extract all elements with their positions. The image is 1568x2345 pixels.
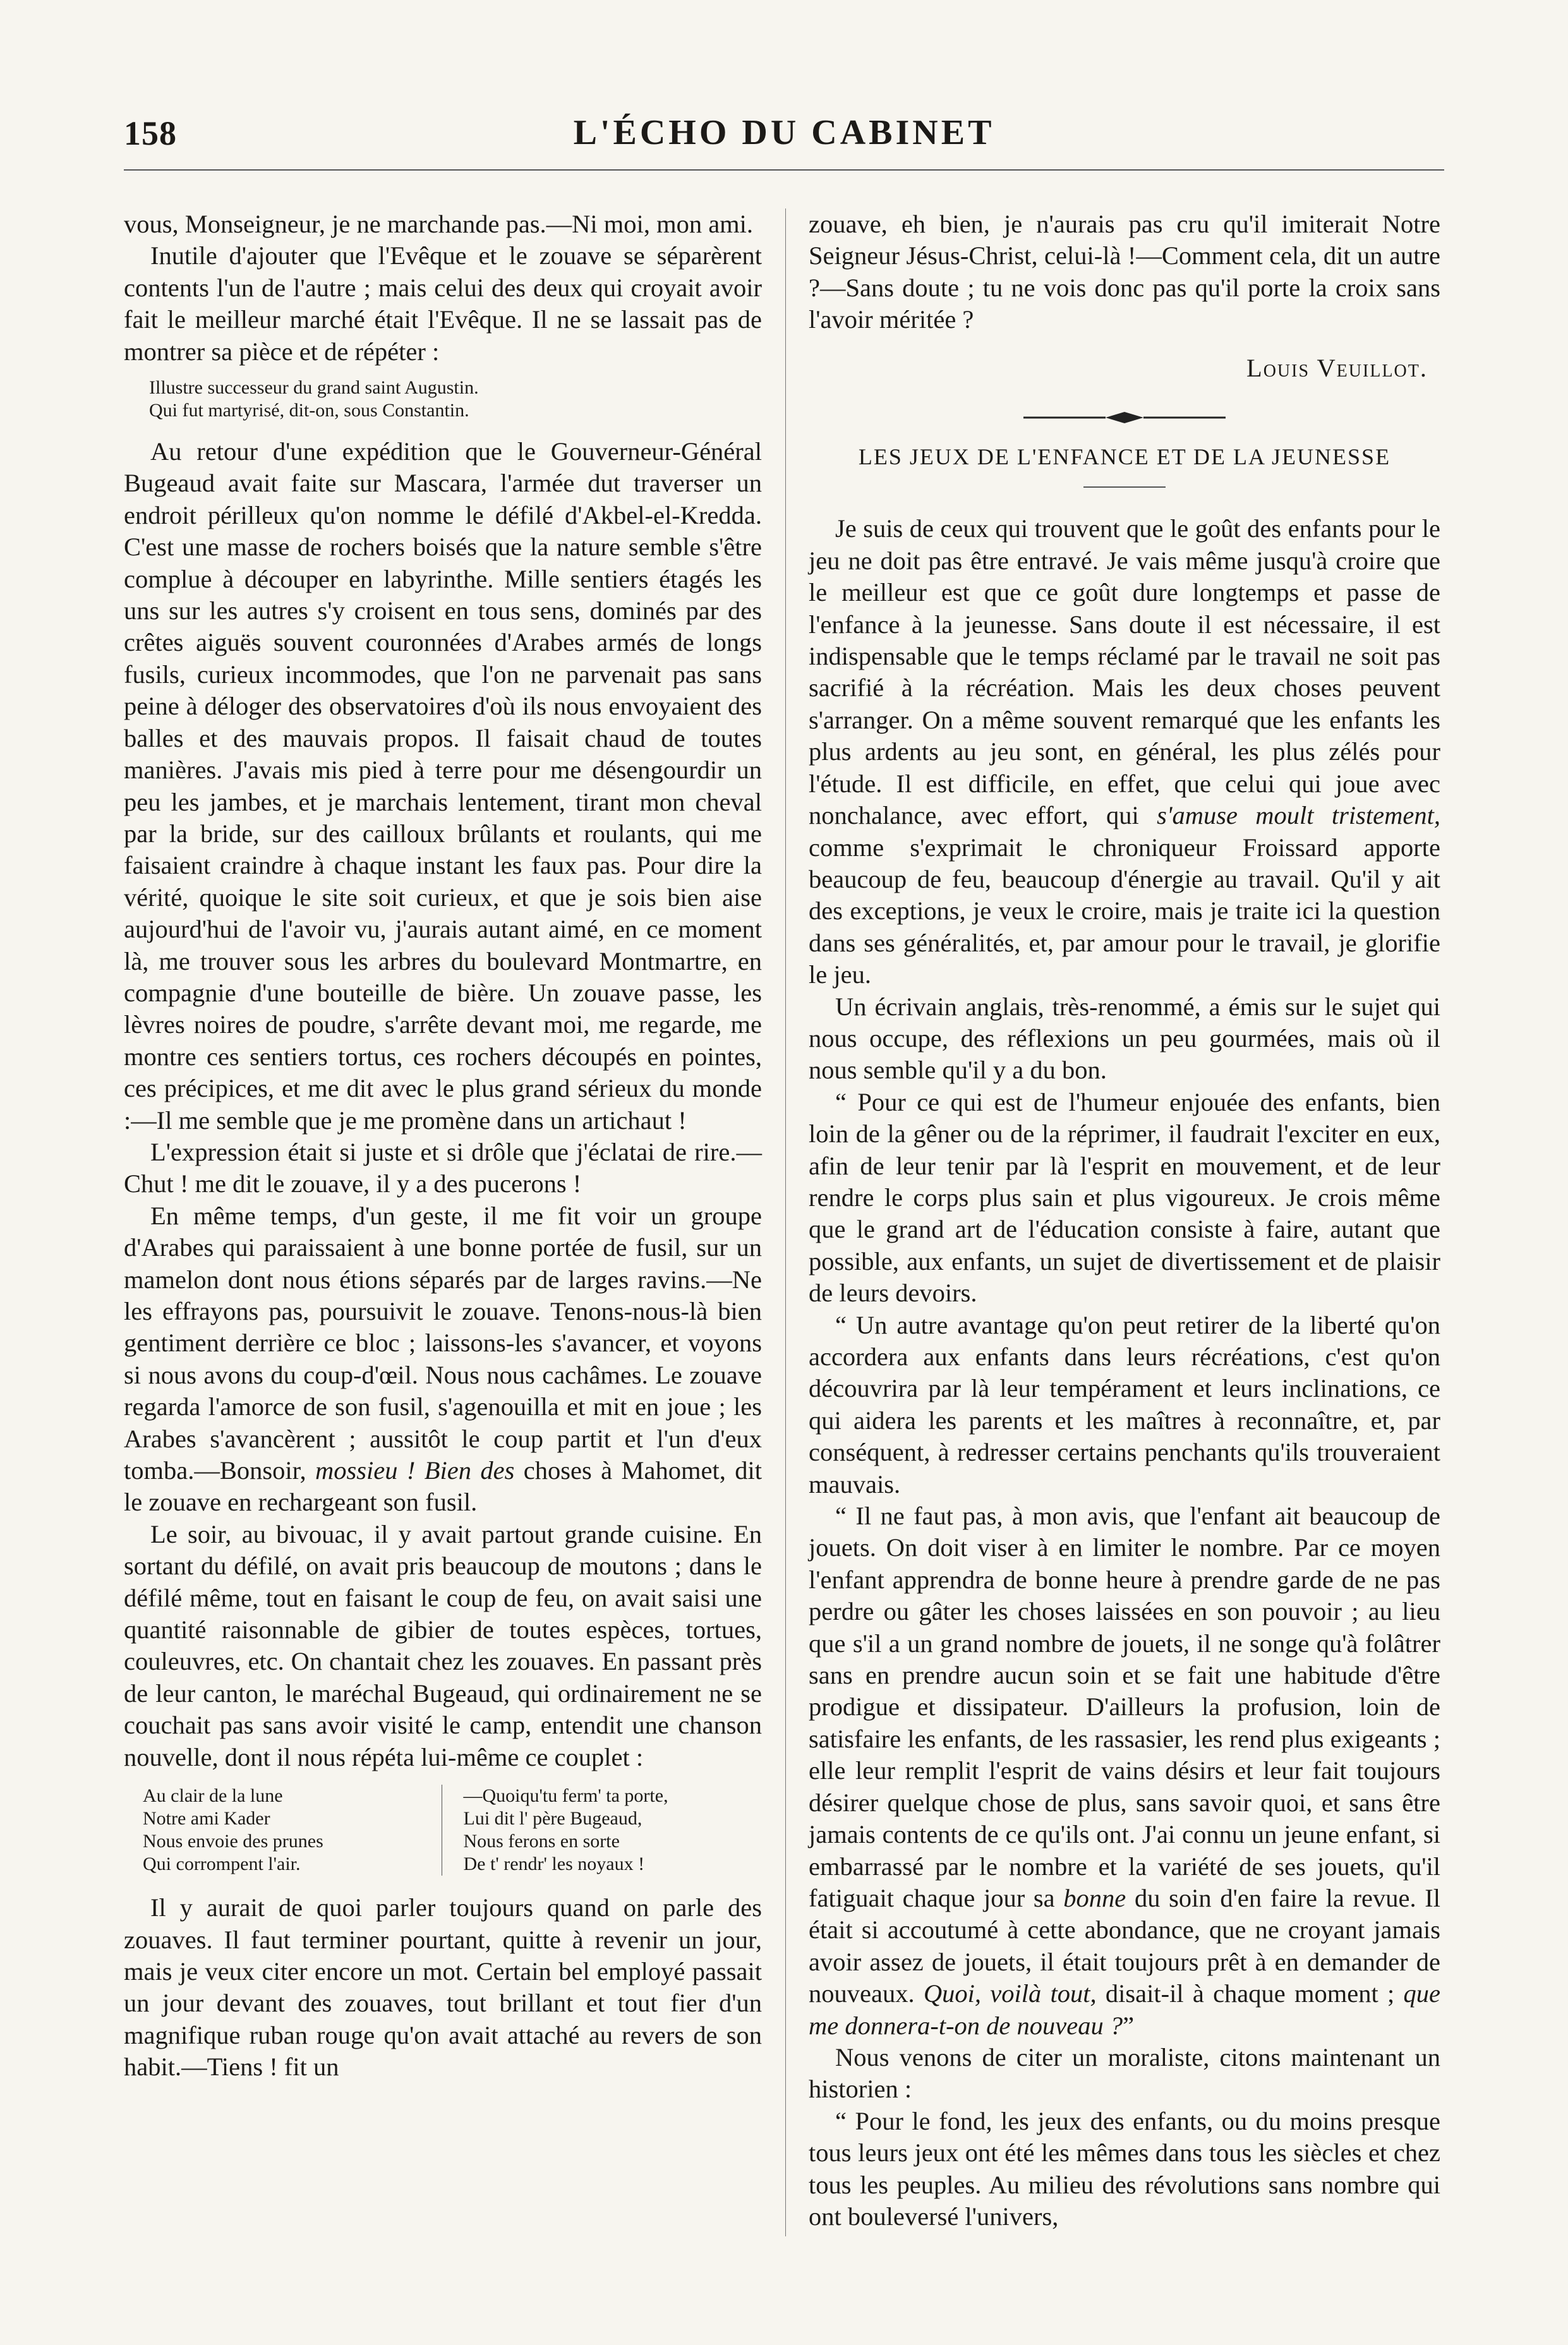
ornamental-rule	[809, 403, 1440, 422]
italic-text: que me donnera-t-on de nouveau ?	[809, 1979, 1440, 2040]
paragraph: “ Pour le fond, les jeux des enfants, ou du moins presque tous leurs jeux ont été les mêmes dans tous les siècles et chez tous les peuples. Au milieu des révolutions sans nombre qui ont bouleversé l'univers,	[809, 2106, 1440, 2231]
text-run: Je suis de ceux qui trouvent que le goût des enfants pour le jeu ne doit pas être entravé. Je vais même jusqu'à croire que le meilleur est que ce goût dure longtemps et passe de l'enfance à la jeunesse. Sans doute il est nécessaire, il est indispensable que le temps réclamé par le travail ne soit pas sacrifié à la récréation. Mais les deux choses peuvent s'arranger. On a même souvent remarqué que les enfants les plus ardents au jeu sont, en général, les plus zélés pour l'étude. Il est difficile, en effet, que celui qui joue avec nonchalance, avec effort, qui	[809, 514, 1440, 830]
text-run: disait-il à chaque moment ;	[1096, 1979, 1404, 2008]
paragraph: Le soir, au bivouac, il y avait partout grande cuisine. En sortant du défilé, on avait pris beaucoup de moutons ; dans le défilé même, tout en faisant le coup de feu, on avait saisi une quantité raisonnable de gibier de toutes espèces, tortues, couleuvres, etc. On chantait chez les zouaves. En passant près de leur canton, le maréchal Bugeaud, qui ordinairement ne se couchait pas sans avoir visité le camp, entendit une chanson nouvelle, dont il nous répéta lui-même ce couplet :	[124, 1519, 762, 1771]
paragraph	[809, 1500, 1440, 2042]
page-number: 158	[124, 114, 177, 152]
running-title: L'ÉCHO DU CABINET	[573, 113, 995, 152]
song-line: —Quoiqu'tu ferm' ta porte,	[463, 1785, 668, 1807]
verse-quote	[124, 377, 762, 422]
paragraph	[124, 1200, 762, 1519]
left-column	[124, 208, 762, 2083]
right-column	[809, 208, 1440, 2233]
italic-text: Quoi, voilà tout,	[923, 1979, 1097, 2008]
paragraph: zouave, eh bien, je n'aurais pas cru qu'il imiterait Notre Seigneur Jésus-Christ, celui-là !—Comment cela, dit un autre ?—Sans doute ; tu ne vois donc pas qu'il porte la croix sans l'avoir méritée ?	[809, 210, 1440, 334]
text-run: “ Il ne faut pas, à mon avis, que l'enfant ait beaucoup de jouets. On doit viser à en limiter le nombre. Par ce moyen l'enfant apprendra de bonne heure à prendre garde de ne pas perdre ou gâter les choses laissées en son pouvoir ; au lieu que s'il a un grand nombre de jouets, il ne songe qu'à folâtrer sans en prendre aucun soin et se fait une habitude d'être prodigue et dissipateur. D'ailleurs la profusion, loin de satisfaire les enfants, de les rassasier, les rend plus exigeants ; elle leur remplit l'esprit de vains désirs et leur fait toujours désirer quelque chose de plus, sans savoir quoi, et sans être jamais contents de ce qu'ils ont. J'ai connu un jeune enfant, si embarrassé par le nombre et la variété de ses jouets, qu'il fatiguait chaque jour sa	[809, 1502, 1440, 1912]
header-rule	[124, 169, 1444, 171]
paragraph: vous, Monseigneur, je ne marchande pas.—Ni moi, mon ami.	[124, 210, 754, 238]
section-title: LES JEUX DE L'ENFANCE ET DE LA JEUNESSE	[858, 444, 1391, 470]
text-run: comme s'exprimait le chroniqueur Froissard apporte beaucoup de feu, beaucoup d'énergie au travail. Qu'il y ait des exceptions, je veux le croire, mais je traite ici la question dans ses généralités, et, par amour pour le travail, je glorifie le jeu.	[809, 833, 1440, 989]
paragraph: Il y aurait de quoi parler toujours quand on parle des zouaves. Il faut terminer pourtant, quitte à revenir un jour, mais je veux citer encore un mot. Certain bel employé passait un jour devant des zouaves, tout brillant et tout fier d'un magnifique ruban rouge qu'on avait attaché au revers de son habit.—Tiens ! fit un	[124, 1893, 762, 2082]
text-run: du soin d'en faire la revue. Il était si accoutumé à cette abondance, que ne croyant jamais avoir assez de jouets, il était toujours prêt à en demander de nouveaux.	[809, 1883, 1440, 2008]
paragraph	[809, 513, 1440, 991]
text-run	[415, 1456, 424, 1485]
text-run: En même temps, d'un geste, il me fit voir un groupe d'Arabes qui paraissaient à une bonne portée de fusil, sur un mamelon dont nous étions séparés par de larges ravins.—Ne les effrayons pas, poursuivit le zouave. Tenons-nous-là bien gentiment derrière ce bloc ; laissons-les s'avancer, et voyons si nous avons du coup-d'œil. Nous nous cachâmes. Le zouave regarda l'amorce de son fusil, s'agenouilla et mit en joue ; les Arabes s'avancèrent ; aussitôt le coup partit et l'un d'eux tomba.—Bonsoir,	[124, 1201, 762, 1485]
song-line: Nous ferons en sorte	[463, 1831, 620, 1852]
song-line: Nous envoie des prunes	[143, 1831, 323, 1852]
song-stanza	[130, 1785, 442, 1876]
song-couplet	[130, 1785, 762, 1876]
song-line: Qui corrompent l'air.	[143, 1854, 301, 1875]
paragraph: L'expression était si juste et si drôle que j'éclatai de rire.—Chut ! me dit le zouave, il y a des pucerons !	[124, 1137, 762, 1198]
italic-text: Bien des	[424, 1456, 515, 1485]
text-run: ”	[1123, 2011, 1135, 2040]
song-line: Lui dit l' père Bugeaud,	[463, 1808, 642, 1830]
paragraph: Inutile d'ajouter que l'Evêque et le zouave se séparèrent contents l'un de l'autre ; mais celui des deux qui croyait avoir fait le meilleur marché était l'Evêque. Il ne se lassait pas de montrer sa pièce et de répéter :	[124, 241, 762, 366]
italic-text: s'amuse moult tristement,	[1157, 801, 1440, 830]
song-line: Au clair de la lune	[143, 1785, 283, 1807]
paragraph: Nous venons de citer un moraliste, citons maintenant un historien :	[809, 2042, 1440, 2104]
italic-text: mossieu !	[315, 1456, 416, 1485]
italic-text: bonne	[1063, 1883, 1126, 1912]
paragraph: “ Un autre avantage qu'on peut retirer de la liberté qu'on accordera aux enfants dans leurs récréations, c'est qu'on découvrira par là leur tempérament et leurs inclinations, ce qui aidera les parents et les maîtres à reconnaître, et, par conséquent, à redresser certains penchants qu'ils trouveraient mauvais.	[809, 1310, 1440, 1498]
paragraph: Un écrivain anglais, très-renommé, a émis sur le sujet qui nous occupe, des réflexions un peu gourmées, mais où il nous semble qu'il y a du bon.	[809, 992, 1440, 1085]
song-stanza	[442, 1785, 763, 1876]
ornament-icon	[1023, 408, 1226, 427]
text-run: choses à Mahomet, dit le zouave en rechargeant son fusil.	[124, 1456, 762, 1517]
paragraph: Au retour d'une expédition que le Gouverneur-Général Bugeaud avait faite sur Mascara, l'armée dut traverser un endroit périlleux qu'on nomme le défilé d'Akbel-el-Kredda. C'est une masse de rochers boisés que la nature semble s'être complue à découper en labyrinthe. Mille sentiers étagés les uns sur les autres s'y croisent en tous sens, dominés par des crêtes aiguës souvent couronnées d'Arabes armés de longs fusils, curieux incommodes, que l'on ne parvenait pas sans peine à déloger des observatoires d'où ils nous envoyaient des balles et des mauvais propos. Il faisait chaud de toutes manières. J'avais mis pied à terre pour me désengourdir un peu les jambes, et je marchais lentement, tirant mon cheval par la bride, sur des cailloux brûlants et roulants, qui me faisaient craindre à chaque instant les faux pas. Pour dire la vérité, quoique le site soit curieux, et que je sois bien aise aujourd'hui de l'avoir vu, j'aurais autant aimé, en ce moment là, me trouver sous les arbres du boulevard Montmartre, en compagnie d'une bouteille de bière. Un zouave passe, les lèvres noires de poudre, s'arrête devant moi, me regarde, me montre ces sentiers tortus, ces rochers découpés en pointes, ces précipices, et me dit avec le plus grand sérieux du monde :—Il me semble que je me promène dans un artichaut !	[124, 437, 762, 1135]
song-line: Notre ami Kader	[143, 1808, 270, 1830]
author-signature: Louis Veuillot.	[1246, 353, 1428, 382]
column-divider	[785, 208, 786, 2236]
song-line: De t' rendr' les noyaux !	[463, 1854, 645, 1875]
verse-line: Illustre successeur du grand saint Augustin.	[149, 377, 479, 399]
verse-line: Qui fut martyrisé, dit-on, sous Constantin.	[149, 400, 469, 421]
paragraph: “ Pour ce qui est de l'humeur enjouée des enfants, bien loin de la gêner ou de la réprimer, il faudrait l'exciter en eux, afin de leur tenir par là l'esprit en mouvement, et de leur rendre le corps plus sain et plus vigoureux. Je crois même que le grand art de l'éducation consiste à faire, autant que possible, aux enfants, un sujet de divertissement et de plaisir de leurs devoirs.	[809, 1087, 1440, 1308]
title-rule	[1083, 486, 1166, 488]
